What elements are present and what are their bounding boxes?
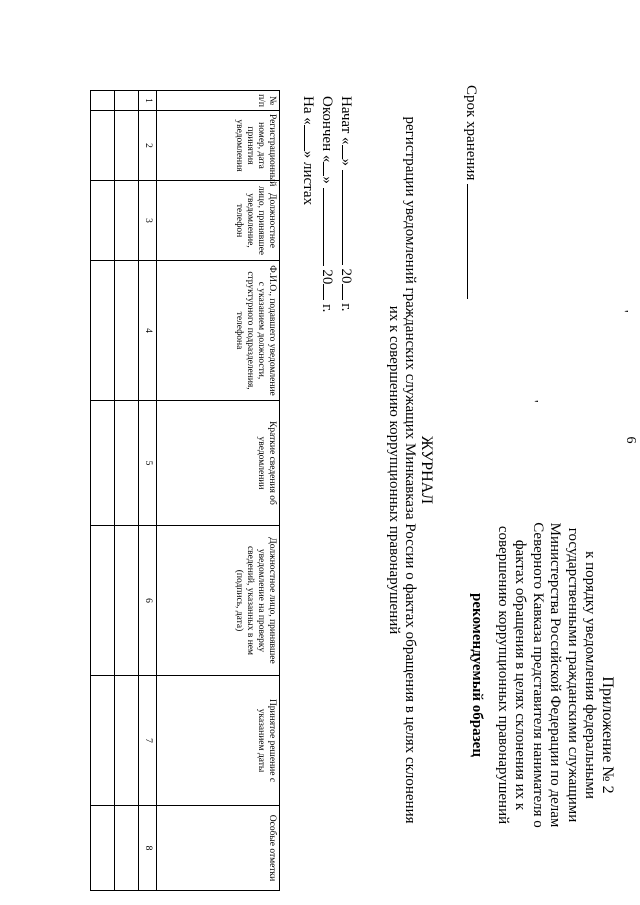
table-cell bbox=[115, 401, 139, 526]
table-cell bbox=[115, 261, 139, 401]
column-number: 1 bbox=[139, 91, 157, 111]
journal-title: ЖУРНАЛ bbox=[418, 435, 435, 505]
journal-table bbox=[90, 90, 280, 891]
column-number: 4 bbox=[139, 261, 157, 401]
column-number: 8 bbox=[139, 806, 157, 891]
column-header: № п/п bbox=[157, 91, 280, 111]
column-number: 2 bbox=[139, 111, 157, 181]
column-number-row bbox=[139, 91, 157, 891]
storage-blank-line bbox=[467, 184, 482, 299]
column-header: Должностное лицо, принявшее уведомление, телефон bbox=[157, 181, 280, 261]
table-cell bbox=[91, 111, 115, 181]
table-cell bbox=[115, 676, 139, 806]
journal-subtitle: регистрации уведомлений гражданских служащих Минкавказа России о фактах обращения в целях склонения bbox=[402, 116, 418, 824]
scan-mark: ' bbox=[615, 310, 630, 313]
appendix-line: фактах обращения в целях склонения их к bbox=[512, 539, 529, 811]
table-cell bbox=[91, 261, 115, 401]
table-cell bbox=[115, 111, 139, 181]
scan-mark: ' bbox=[525, 400, 540, 403]
journal-dates bbox=[299, 96, 356, 312]
column-number: 3 bbox=[139, 181, 157, 261]
column-header: Ф.И.О., подавшего уведомление с указанием должности, структурного подразделения, телефона bbox=[157, 261, 280, 401]
column-header: Особые отметки bbox=[157, 806, 280, 891]
table-cell bbox=[115, 181, 139, 261]
column-header: Регистрационный номер, дата принятия уведомления bbox=[157, 111, 280, 181]
column-number: 6 bbox=[139, 526, 157, 676]
appendix-line: Министерства Российской Федерации по делам bbox=[547, 522, 564, 828]
column-number: 7 bbox=[139, 676, 157, 806]
table-cell bbox=[91, 806, 115, 891]
recommended-sample-label: рекомендуемый образец bbox=[469, 593, 486, 757]
appendix-heading: Приложение № 2 bbox=[599, 676, 616, 794]
appendix-line: Северного Кавказа представителя нанимателя о bbox=[530, 522, 546, 828]
table-row bbox=[115, 91, 139, 891]
table-cell bbox=[115, 526, 139, 676]
column-number: 5 bbox=[139, 401, 157, 526]
table-cell bbox=[91, 401, 115, 526]
column-header: Краткие сведения об уведомлении bbox=[157, 401, 280, 526]
started-date-line: Начат «» 20 г. bbox=[338, 96, 354, 312]
appendix-line: государственными гражданскими служащими bbox=[565, 527, 581, 823]
appendix-line: совершению коррупционных правонарушений bbox=[495, 525, 511, 825]
table-cell bbox=[115, 806, 139, 891]
journal-subtitle: их к совершению коррупционных правонарушений bbox=[386, 305, 402, 635]
column-header: Должностное лицо, принявшее уведомление на проверку сведений, указанных в нем (подпись, дата) bbox=[157, 526, 280, 676]
table-cell bbox=[91, 676, 115, 806]
table-cell bbox=[91, 181, 115, 261]
appendix-block bbox=[468, 470, 616, 880]
column-header: Принятое решение с указанием даты bbox=[157, 676, 280, 806]
table-cell bbox=[115, 91, 139, 111]
table-cell bbox=[91, 526, 115, 676]
sheets-count-line: На «» листах bbox=[300, 96, 316, 206]
ended-date-line: Окончен «» 20 г. bbox=[319, 96, 335, 313]
appendix-line: к порядку уведомления федеральными bbox=[582, 551, 599, 799]
storage-label: Срок хранения bbox=[463, 85, 479, 181]
table-header-row bbox=[157, 91, 280, 891]
page-number: 6 bbox=[623, 436, 638, 444]
table-cell bbox=[91, 91, 115, 111]
journal-title-block bbox=[386, 90, 434, 850]
table-row bbox=[91, 91, 115, 891]
storage-period bbox=[462, 85, 482, 299]
